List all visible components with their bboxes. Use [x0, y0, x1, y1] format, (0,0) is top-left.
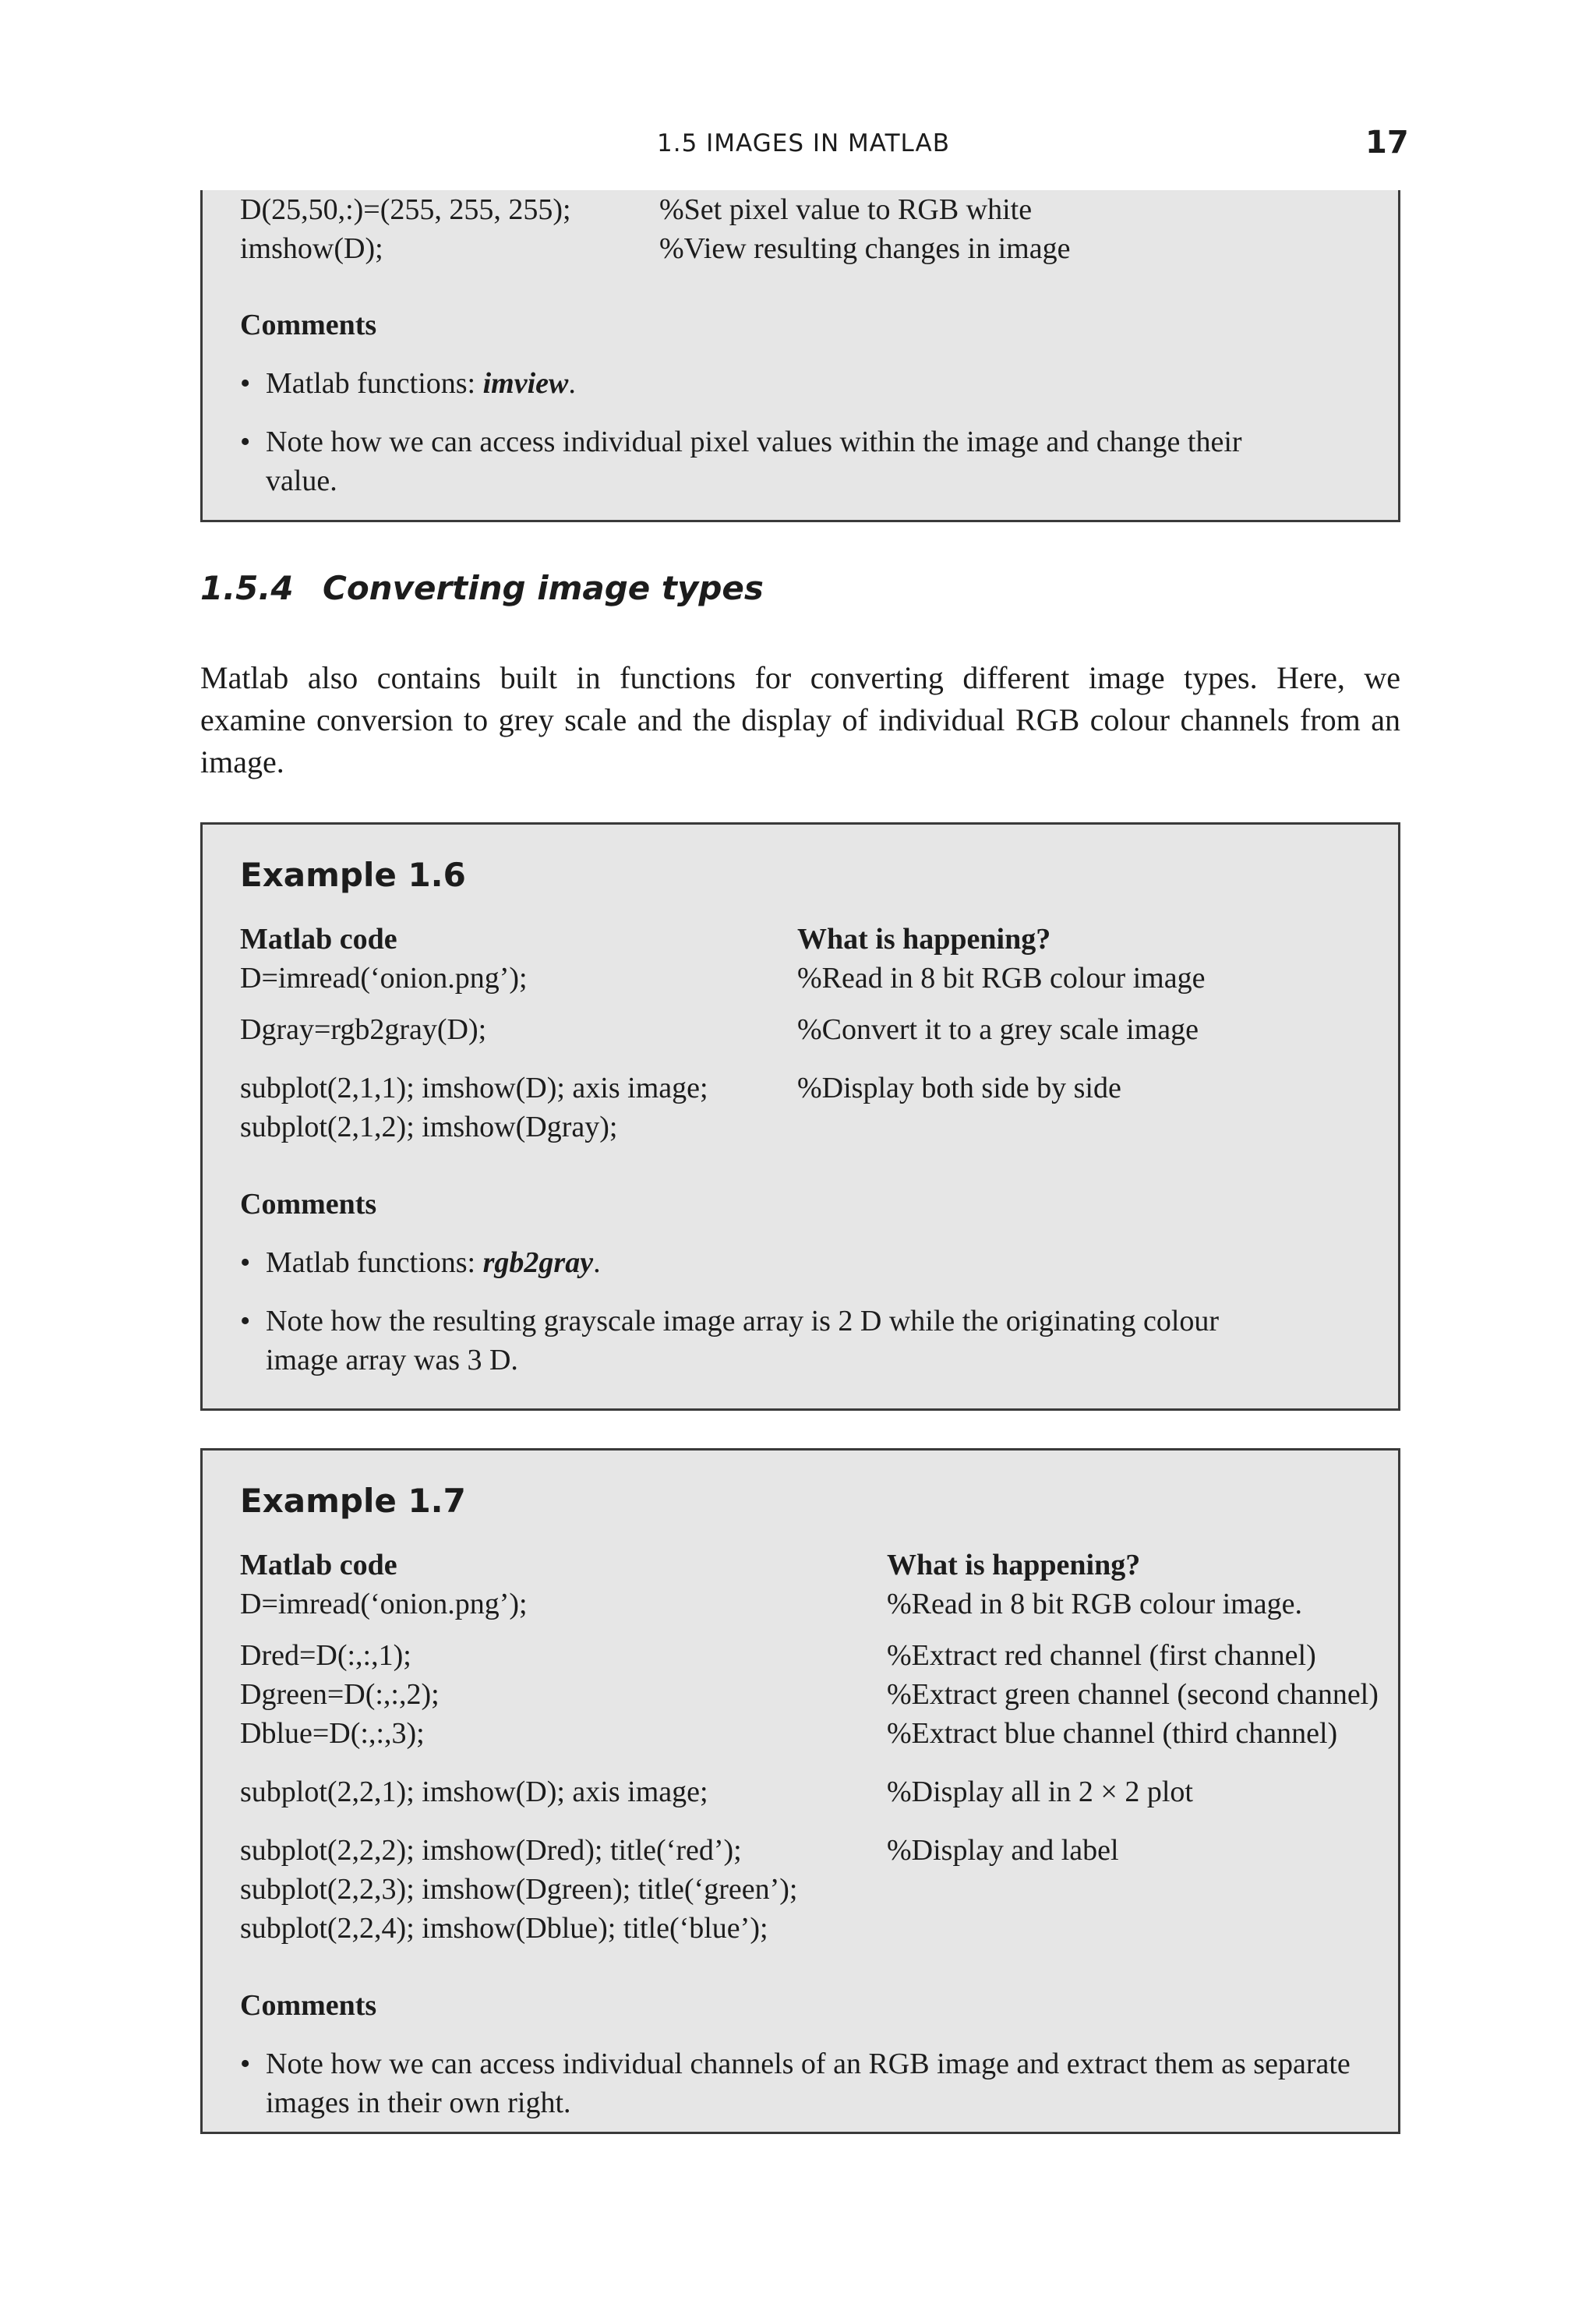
code-line: subplot(2,1,1); imshow(D); axis image;	[240, 1072, 708, 1104]
code-comment: %Extract green channel (second channel)	[887, 1678, 1379, 1711]
example-box-continued	[200, 190, 1400, 522]
paragraph-line: image.	[200, 744, 284, 779]
code-line: D=imread(‘onion.png’);	[240, 1588, 528, 1620]
comment-bullet: • Matlab functions: imview.	[266, 364, 576, 403]
column-header-what: What is happening?	[887, 1549, 1141, 1581]
function-name: imview	[482, 367, 569, 400]
comment-bullet: • Note how the resulting grayscale image array is 2 D while the originating colour	[266, 1302, 1219, 1341]
running-title: 1.5 IMAGES IN MATLAB	[657, 129, 950, 157]
code-line: imshow(D);	[240, 232, 383, 265]
example-1-7-box	[200, 1448, 1400, 2134]
code-line: D(25,50,:)=(255, 255, 255);	[240, 193, 571, 226]
code-line: Dgray=rgb2gray(D);	[240, 1013, 487, 1046]
code-comment: %Convert it to a grey scale image	[797, 1013, 1199, 1046]
column-header-code: Matlab code	[240, 1549, 397, 1581]
comments-heading: Comments	[240, 309, 377, 341]
comment-bullet: • Note how we can access individual channels of an RGB image and extract them as separate	[266, 2044, 1351, 2083]
comment-bullet: • Matlab functions: rgb2gray.	[266, 1243, 601, 1282]
example-title: Example 1.7	[240, 1482, 466, 1520]
code-comment: %Display both side by side	[797, 1072, 1121, 1104]
paragraph-line: examine conversion to grey scale and the display of individual RGB colour channels from an	[200, 702, 1400, 737]
page-number: 17	[1365, 125, 1409, 161]
code-comment: %View resulting changes in image	[659, 232, 1071, 265]
section-title: Converting image types	[323, 569, 764, 607]
code-comment: %Extract red channel (first channel)	[887, 1639, 1316, 1672]
code-line: Dgreen=D(:,:,2);	[240, 1678, 440, 1711]
code-line: subplot(2,2,1); imshow(D); axis image;	[240, 1776, 708, 1808]
section-number: 1.5.4	[200, 569, 294, 607]
example-1-6-box	[200, 822, 1400, 1411]
code-comment: %Extract blue channel (third channel)	[887, 1717, 1338, 1750]
code-comment: %Display and label	[887, 1834, 1119, 1867]
code-line: Dblue=D(:,:,3);	[240, 1717, 425, 1750]
comment-bullet: • Note how we can access individual pixel values within the image and change their	[266, 422, 1242, 461]
function-name: rgb2gray	[482, 1246, 594, 1279]
column-header-code: Matlab code	[240, 923, 397, 956]
comments-heading: Comments	[240, 1989, 377, 2022]
column-header-what: What is happening?	[797, 923, 1051, 956]
comment-bullet-cont: images in their own right.	[266, 2087, 571, 2119]
code-comment: %Read in 8 bit RGB colour image.	[887, 1588, 1302, 1620]
paragraph-line: Matlab also contains built in functions for converting different image types. Here, we	[200, 660, 1400, 695]
comment-bullet-cont: value.	[266, 465, 337, 497]
comment-bullet-cont: image array was 3 D.	[266, 1344, 518, 1376]
code-line: Dred=D(:,:,1);	[240, 1639, 411, 1672]
code-line: D=imread(‘onion.png’);	[240, 962, 528, 995]
comments-heading: Comments	[240, 1188, 377, 1221]
example-title: Example 1.6	[240, 856, 466, 894]
code-comment: %Read in 8 bit RGB colour image	[797, 962, 1206, 995]
code-comment: %Set pixel value to RGB white	[659, 193, 1033, 226]
code-line: subplot(2,2,4); imshow(Dblue); title(‘blue’);	[240, 1912, 768, 1945]
code-line: subplot(2,2,2); imshow(Dred); title(‘red’);	[240, 1834, 742, 1867]
code-line: subplot(2,2,3); imshow(Dgreen); title(‘green’);	[240, 1873, 798, 1906]
code-line: subplot(2,1,2); imshow(Dgray);	[240, 1111, 618, 1143]
code-comment: %Display all in 2 × 2 plot	[887, 1776, 1193, 1808]
